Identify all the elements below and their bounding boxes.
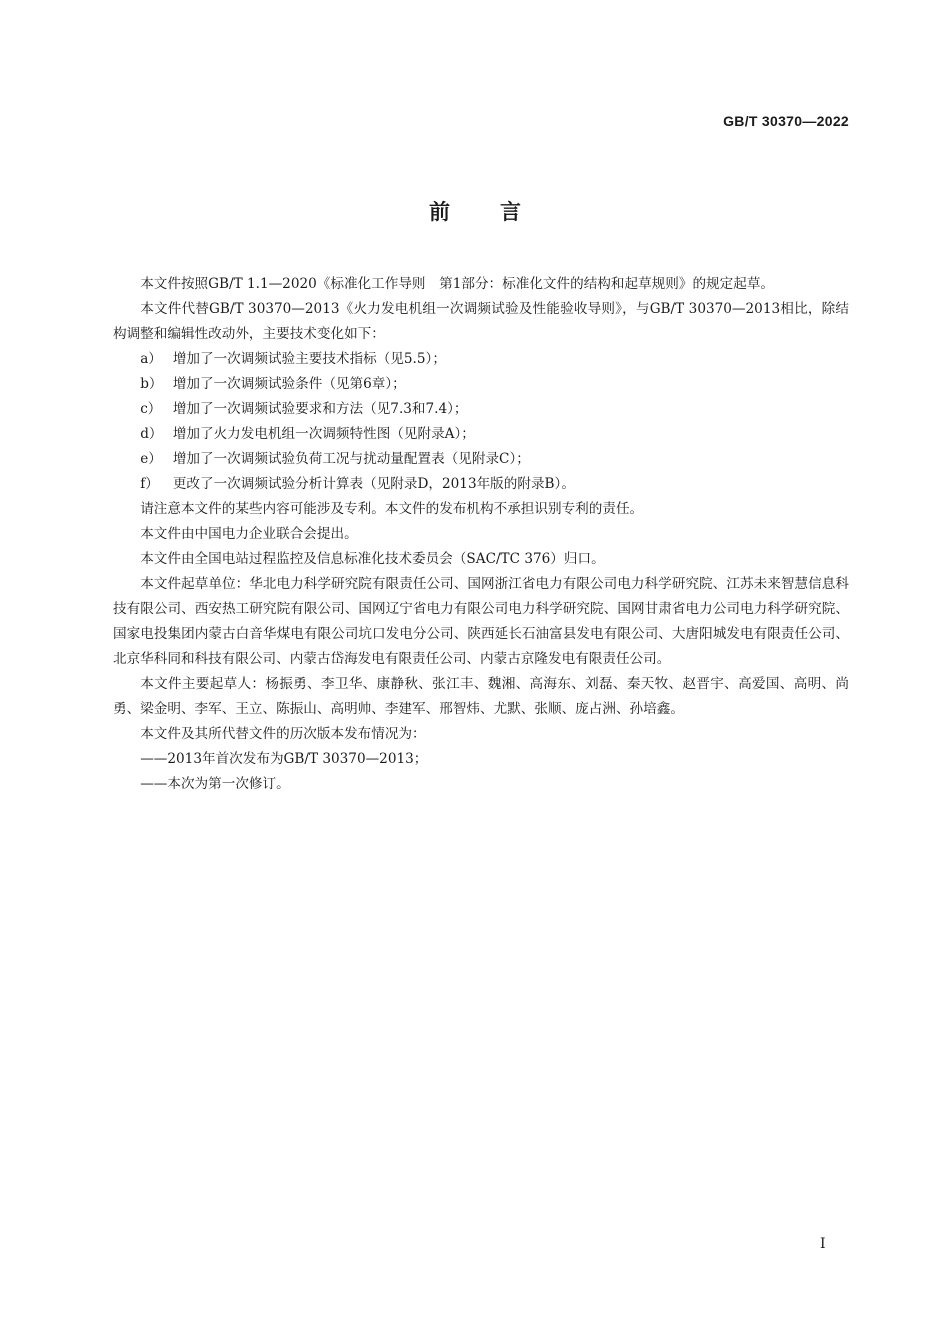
change-item-mark: e） [140,451,162,467]
change-item [113,347,849,372]
history-item: ——本次为第一次修订。 [140,776,290,792]
paragraph-drafters: 本文件主要起草人：杨振勇、李卫华、康静秋、张江丰、魏湘、高海东、刘磊、秦天牧、赵晋宇、高爱国、高明、尚勇、梁金明、李军、王立、陈振山、高明帅、李建军、邢智炜、尤默、张顺、庞占洲、孙培鑫。 [113,676,849,717]
change-item-text: 更改了一次调频试验分析计算表（见附录D，2013年版的附录B）。 [172,476,575,492]
change-item-mark: b） [140,376,163,392]
change-item-mark: a） [140,351,162,367]
paragraph-replacement: 本文件代替GB/T 30370—2013《火力发电机组一次调频试验及性能验收导则》，与GB/T 30370—2013相比，除结构调整和编辑性改动外，主要技术变化如下： [113,301,849,342]
change-item-text: 增加了一次调频试验主要技术指标（见5.5）； [172,351,446,367]
change-item-mark: c） [140,401,162,417]
change-item-mark: f） [140,476,159,492]
page-number: I [820,1236,826,1252]
change-item [113,397,849,422]
standard-code: GB/T 30370—2022 [723,113,849,129]
change-item-text: 增加了一次调频试验负荷工况与扰动量配置表（见附录C）； [172,451,530,467]
change-item [113,372,849,397]
paragraph-drafting-rules: 本文件按照GB/T 1.1—2020《标准化工作导则 第1部分：标准化文件的结构和起草规则》的规定起草。 [140,276,775,292]
paragraph-drafting-units: 本文件起草单位：华北电力科学研究院有限责任公司、国网浙江省电力有限公司电力科学研究院、江苏未来智慧信息科技有限公司、西安热工研究院有限公司、国网辽宁省电力有限公司电力科学研究院、国网甘肃省电力公司电力科学研究院、国家电投集团内蒙古白音华煤电有限公司坑口发电分公司、陕西延长石油富县发电有限公司、大唐阳城发电有限责任公司、北京华科同和科技有限公司、内蒙古岱海发电有限责任公司、内蒙古京隆发电有限责任公司。 [113,576,849,667]
change-item [113,447,849,472]
paragraph-patent-notice: 请注意本文件的某些内容可能涉及专利。本文件的发布机构不承担识别专利的责任。 [140,501,644,517]
change-item [113,422,849,447]
foreword-body [113,272,849,797]
change-item-text: 增加了一次调频试验要求和方法（见7.3和7.4）； [172,401,468,417]
history-item: ——2013年首次发布为GB/T 30370—2013； [140,751,428,767]
change-item-mark: d） [140,426,163,442]
paragraph-proposer: 本文件由中国电力企业联合会提出。 [140,526,358,542]
paragraph-history-intro: 本文件及其所代替文件的历次版本发布情况为： [140,726,426,742]
paragraph-committee: 本文件由全国电站过程监控及信息标准化技术委员会（SAC/TC 376）归口。 [140,551,605,567]
change-item [113,472,849,497]
change-item-text: 增加了一次调频试验条件（见第6章）； [172,376,406,392]
page-title: 前言 [429,200,571,224]
change-item-text: 增加了火力发电机组一次调频特性图（见附录A）； [172,426,475,442]
